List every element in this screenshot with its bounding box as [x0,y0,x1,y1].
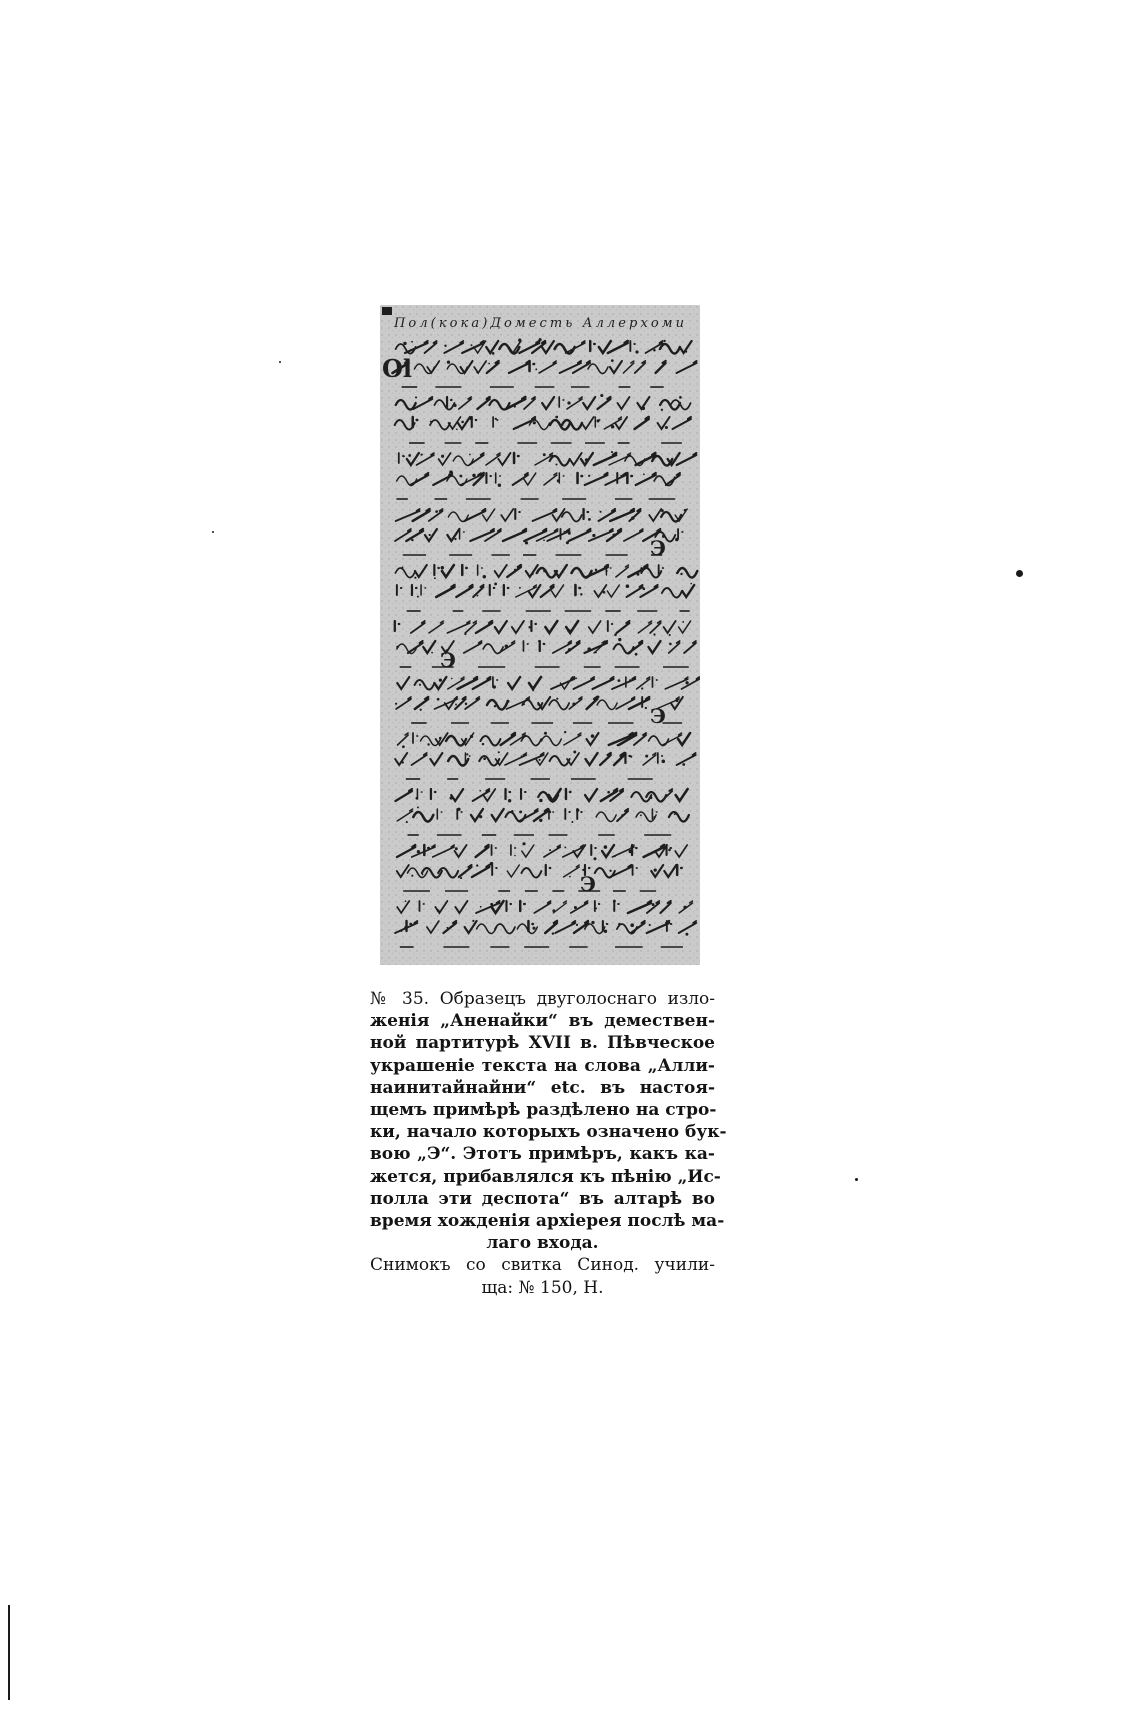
neume-dot [482,743,484,745]
neume-dot [564,731,566,733]
caption-line: жется, прибавлялся къ пѣнію „Ис- [370,1166,721,1187]
neume-dot [514,405,516,407]
neume-dot [422,874,424,876]
neume-dot [569,876,571,878]
neume-dot [614,856,616,858]
neume-dot [494,705,496,707]
neume-dot [402,761,404,763]
neume-dot [511,810,513,812]
neume-dot [543,569,546,572]
neume-dot [444,345,446,347]
neume-dot [618,638,621,641]
neume-dot [476,864,478,866]
neume-dot [495,418,497,420]
neume-dot [471,344,473,346]
manuscript-facsimile-image [380,305,700,965]
neume-dot [685,351,687,353]
neume-dot [483,757,486,760]
neume-dot [640,567,643,570]
neume-dot [455,704,457,706]
neume-dot [615,517,618,520]
figure-caption [370,988,727,1299]
neume-dot [414,577,416,579]
neume-dot [631,516,634,519]
neume-dot [417,850,420,853]
neume-dot [613,900,616,903]
neume-dot [514,855,516,857]
neume-dot [595,651,597,653]
neume-dot [649,924,651,926]
neume-dot [680,573,682,575]
neume-dot [539,799,542,802]
neume-dot [595,908,597,910]
neume-dot [669,643,672,646]
manuscript-initial: Ol [382,354,413,383]
neume-dot [604,845,608,849]
neume-dot [556,698,558,700]
neume-dot [573,751,576,754]
neume-dot [430,421,432,423]
row-start-glyph: Э [650,536,666,560]
neume-dot [630,755,632,757]
neume-dot [643,473,645,475]
row-start-glyph: Э [650,704,666,728]
neume-dot [607,791,610,794]
neume-dot [544,732,547,735]
neume-dot [575,677,577,679]
neume-dot [612,534,616,538]
neume-dot [557,479,560,482]
neume-dot [441,455,444,458]
neume-dot [505,644,508,647]
scan-speck [1016,570,1023,577]
neume-dot [449,470,453,474]
neume-dot [464,633,466,635]
neume-dot [611,451,613,453]
neume-dot [539,338,542,341]
neume-dot [492,352,495,355]
neume-dot [415,396,417,398]
neume-dot [531,573,533,575]
neume-dot [661,409,663,411]
neume-dot [477,595,479,597]
neume-dot [641,687,643,689]
neume-dot [653,349,656,352]
neume-dot [470,417,473,420]
neume-dot [604,930,607,933]
neume-dot [532,689,534,691]
neume-dot [675,538,678,541]
caption-line: женія „Аненайки“ въ демествен- [370,1011,715,1032]
neume-dot [470,735,473,738]
neume-dot [437,909,440,912]
neume-dot [472,474,476,478]
caption-line: щемъ примѣрѣ раздѣлено на стро- [370,1100,717,1121]
neume-dot [626,584,630,588]
neume-dot [580,593,582,595]
neume-dot [666,921,669,924]
neume-dot [437,698,440,701]
neume-dot [402,567,404,569]
neume-dot [450,796,453,799]
neume-dot [690,583,692,585]
neume-dot [600,394,603,397]
neume-dot [514,569,516,571]
neume-dot [645,755,648,758]
scan-speck [212,531,214,533]
neume-dot [653,816,655,818]
neume-dot [498,751,500,753]
neume-dot [480,906,482,908]
neume-dot [522,842,525,845]
neume-dot [395,703,397,705]
neume-dot [521,755,523,757]
neume-dot [519,587,521,589]
neume-dot [588,518,591,521]
neume-dot [400,930,402,932]
neume-dot [490,903,493,906]
neume-dot [508,799,511,802]
neume-dot [417,596,419,598]
neume-dot [642,407,646,411]
neume-dot [585,458,588,461]
neume-dot [447,361,450,364]
neume-dot [493,685,496,688]
neume-dot [490,862,494,866]
neume-dot [587,647,591,651]
margin-rule [8,1605,10,1700]
neume-dot [549,849,551,851]
caption-line: лаго входа. [486,1233,599,1254]
neume-dot [435,510,438,513]
scan-speck [855,1178,858,1181]
neume-dot [571,821,573,823]
neume-dot [621,814,623,816]
neume-dot [446,927,448,929]
neume-dot [459,475,462,478]
neume-dot [668,849,671,852]
neume-dot [457,808,460,811]
neume-dot [427,743,429,745]
neume-dot [564,846,566,848]
neume-dot [460,877,462,879]
neume-dot [461,421,464,424]
neume-dot [404,926,406,928]
neume-dot [555,463,557,465]
neume-dot [429,534,431,536]
neume-dot [611,359,614,362]
paper-grain [380,305,700,965]
caption-line: ки, начало которыхъ означено бук- [370,1122,727,1143]
neume-dot [528,626,530,628]
neume-dot [465,703,468,706]
neume-dot [476,371,478,373]
neume-dot [593,857,596,860]
manuscript-facsimile-drawing [380,305,700,965]
row-start-glyph: Э [580,872,596,896]
neume-dot [532,927,535,930]
neume-dot [538,640,540,642]
neume-dot [535,368,537,370]
neume-dot [603,591,606,594]
neume-dot [682,621,684,623]
neume-dot [663,340,665,342]
neume-dot [439,737,442,740]
neume-dot [645,707,647,709]
neume-dot [555,416,558,419]
neume-dot [543,453,546,456]
neume-dot [618,679,621,682]
neume-dot [417,806,419,808]
neume-dot [539,759,541,761]
neume-dot [479,790,481,792]
neume-dot [642,587,645,590]
neume-dot [420,709,422,711]
caption-line: ной партитурѣ XVII в. Пѣвческое [370,1033,715,1054]
neume-dot [652,903,655,906]
neume-dot [517,427,519,429]
neume-dot [661,509,664,512]
neume-dot [408,454,411,457]
neume-dot [576,924,578,926]
scan-speck [279,361,281,363]
neume-dot [494,582,497,585]
neume-dot [591,921,594,924]
neume-dot [411,875,413,877]
neume-dot [637,573,640,576]
neume-dot [592,534,595,537]
neume-dot [653,633,655,635]
neume-dot [479,815,482,818]
neume-dot [434,577,436,579]
neume-dot [537,704,539,706]
neume-dot [685,933,688,936]
neume-dot [640,814,642,816]
neume-dot [411,341,413,343]
source-line: ща: № 150, Н. [481,1277,604,1298]
neume-dot [567,401,570,404]
neume-dot [676,699,679,702]
neume-dot [533,421,536,424]
neume-dot [544,342,546,344]
neume-dot [506,700,509,703]
neume-dot [548,810,551,813]
neume-dot [504,460,506,462]
caption-line: № 35. Образецъ двуголоснаго изло- [370,989,715,1009]
neume-dot [630,923,634,927]
neume-dot [472,920,474,922]
neume-dot [619,754,622,757]
neume-dot [682,763,685,766]
neume-dot [597,367,599,369]
neume-dot [654,868,657,871]
neume-dot [618,923,621,926]
neume-dot [455,847,458,850]
neume-dot [453,404,456,407]
neume-dot [685,681,688,684]
neume-dot [539,819,542,822]
neume-dot [518,339,521,342]
neume-dot [403,342,406,345]
neume-dot [456,428,458,430]
neume-dot [525,541,528,544]
neume-dot [597,696,600,699]
neume-dot [582,869,584,871]
neume-dot [679,396,682,399]
neume-dot [411,539,413,541]
caption-line: вою „Э“. Этотъ примѣръ, какъ ка- [370,1144,715,1165]
neume-dot [416,797,419,800]
neume-dot [396,646,399,649]
neume-dot [568,532,571,535]
neume-dot [523,703,525,705]
neume-dot [650,796,653,799]
neume-dot [488,363,490,365]
manuscript-corner-mark [382,307,392,315]
neume-dot [419,684,421,686]
neume-dot [572,703,575,706]
neume-dot [403,455,405,457]
neume-dot [629,850,633,854]
neume-dot [599,511,601,513]
neume-dot [674,476,676,478]
neume-dot [405,900,407,902]
neume-dot [635,653,638,656]
neume-dot [567,629,570,632]
caption-line: полла эти деспота“ въ алтарѣ во [370,1188,715,1209]
neume-dot [439,678,442,681]
neume-dot [609,870,611,872]
neume-dot [441,566,444,569]
neume-dot [683,906,686,909]
neume-dot [552,909,555,912]
neume-dot [674,813,676,815]
neume-dot [568,648,571,651]
neume-dot [543,539,545,541]
neume-dot [574,906,577,909]
neume-dot [466,753,468,755]
neume-dot [591,734,595,738]
neume-dot [635,350,638,353]
neume-dot [406,821,408,823]
neume-dot [605,570,607,572]
row-start-glyph: Э [440,648,456,672]
neume-dot [588,475,590,477]
neume-dot [402,745,405,748]
caption-line: наинитайнайни“ etc. въ настоя- [370,1077,715,1098]
neume-dot [665,426,668,429]
manuscript-header-lettering: Пол(кока)Доместь Аллерхоми [394,316,684,331]
neume-dot [451,678,453,680]
caption-line: время хожденія архіерея послѣ ма- [370,1211,725,1232]
neume-dot [519,810,522,813]
neume-dot [498,484,501,487]
neume-dot [669,634,671,636]
neume-dot [595,569,597,571]
neume-dot [576,809,579,812]
source-line: Снимокъ со свитка Синод. учили- [370,1255,715,1276]
neume-dot [611,425,615,429]
neume-dot [454,538,456,540]
caption-line: украшеніе текста на слова „Алли- [370,1055,715,1076]
neume-dot [684,509,687,512]
neume-dot [469,454,471,456]
neume-dot [431,652,433,654]
neume-dot [420,453,422,455]
neume-dot [552,932,554,934]
neume-dot [483,575,486,578]
neume-dot [662,760,666,764]
neume-dot [596,419,599,422]
